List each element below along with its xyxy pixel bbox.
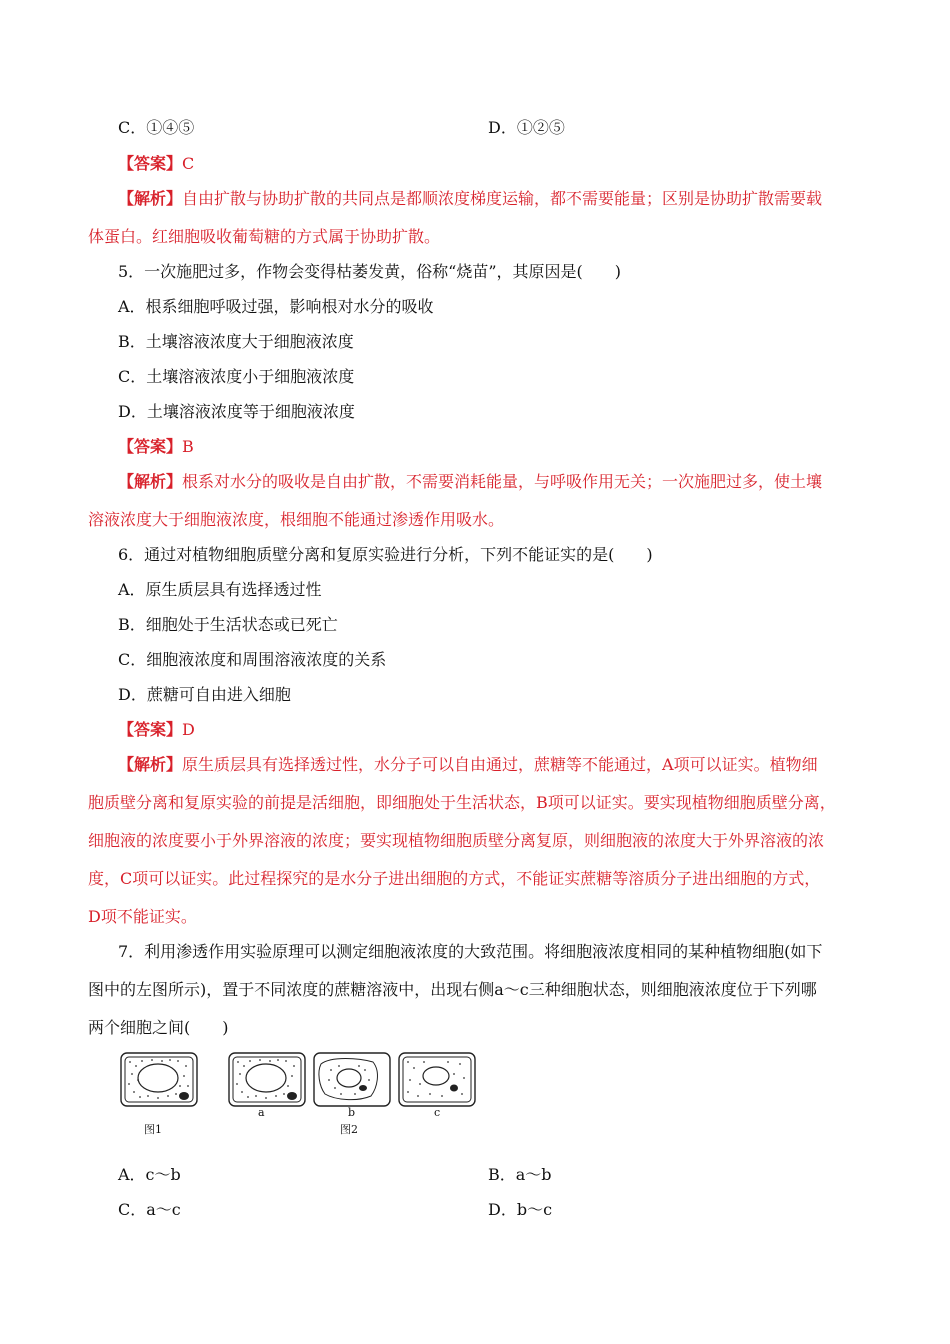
answer-tag: 【答案】 [118,437,183,456]
cell-c [399,1053,475,1106]
answer-tag: 【答案】 [118,720,183,739]
q6-option-d: D．蔗糖可自由进入细胞 [118,685,291,704]
analysis-text: 根系对水分的吸收是自由扩散，不需要消耗能量，与呼吸作用无关；一次施肥过多，使土壤 [182,472,823,491]
analysis-tag: 【解析】 [118,189,183,208]
q7-option-c: C．a～c [118,1200,181,1219]
q7-stem-1: 7．利用渗透作用实验原理可以测定细胞液浓度的大致范围。将细胞液浓度相同的某种植物细胞(如下 [118,942,823,961]
q4-analysis [118,189,822,209]
q5-option-b: B．土壤溶液浓度大于细胞液浓度 [118,332,354,351]
analysis-text: 原生质层具有选择透过性，水分子可以自由通过，蔗糖等不能通过，A项可以证实。植物细 [182,755,818,774]
figure-caption-2: 图2 [340,1123,358,1136]
q6-stem: 6．通过对植物细胞质壁分离和复原实验进行分析，下列不能证实的是( ) [118,545,653,564]
cell-label-c: c [434,1106,441,1119]
q7-option-b: B．a～b [488,1165,552,1184]
q5-analysis [118,472,822,492]
answer-value: B [182,437,194,456]
q4-option-d: D．①②⑤ [488,118,565,137]
q6-answer [118,720,195,740]
q7-stem-3: 两个细胞之间( ) [88,1018,229,1037]
cell-a [229,1053,305,1106]
cell-figure [118,1050,478,1142]
q5-option-a: A．根系细胞呼吸过强，影响根对水分的吸收 [118,297,434,316]
cell-label-a: a [258,1106,265,1119]
q4-answer [118,154,194,174]
answer-value: D [182,720,195,739]
figure-caption-1: 图1 [144,1123,162,1136]
cell-fig1 [121,1053,197,1106]
q5-stem: 5．一次施肥过多，作物会变得枯萎发黄，俗称“烧苗”，其原因是( ) [118,262,622,281]
q6-option-a: A．原生质层具有选择透过性 [118,580,322,599]
q5-analysis-cont: 溶液浓度大于细胞液浓度，根细胞不能通过渗透作用吸水。 [88,510,505,529]
q4-option-c: C．①④⑤ [118,118,195,137]
q6-analysis-cont-1: 胞质壁分离和复原实验的前提是活细胞，即细胞处于生活状态，B项可以证实。要实现植物细胞质壁分离， [88,793,836,812]
q7-option-d: D．b～c [488,1200,553,1219]
analysis-tag: 【解析】 [118,755,183,774]
q5-answer [118,437,194,457]
q6-option-b: B．细胞处于生活状态或已死亡 [118,615,338,634]
q4-analysis-cont: 体蛋白。红细胞吸收葡萄糖的方式属于协助扩散。 [88,227,441,246]
analysis-text: 自由扩散与协助扩散的共同点是都顺浓度梯度运输，都不需要能量；区别是协助扩散需要载 [182,189,823,208]
q5-option-d: D．土壤溶液浓度等于细胞液浓度 [118,402,355,421]
cell-b [314,1053,390,1106]
answer-value: C [182,154,195,173]
q7-stem-2: 图中的左图所示)，置于不同浓度的蔗糖溶液中，出现右侧a～c三种细胞状态，则细胞液浓度位于下列哪 [88,980,817,999]
cell-label-b: b [348,1106,356,1119]
q5-option-c: C．土壤溶液浓度小于细胞液浓度 [118,367,355,386]
q6-analysis-cont-3: 度，C项可以证实。此过程探究的是水分子进出细胞的方式，不能证实蔗糖等溶质分子进出细胞的方式， [88,869,821,888]
q6-option-c: C．细胞液浓度和周围溶液浓度的关系 [118,650,387,669]
analysis-tag: 【解析】 [118,472,183,491]
q7-option-a: A．c～b [118,1165,181,1184]
answer-tag: 【答案】 [118,154,183,173]
q6-analysis-cont-2: 细胞液的浓度要小于外界溶液的浓度；要实现植物细胞质壁分离复原，则细胞液的浓度大于外界溶液的浓 [88,831,825,850]
q6-analysis [118,755,818,775]
q6-analysis-cont-4: D项不能证实。 [88,907,197,926]
